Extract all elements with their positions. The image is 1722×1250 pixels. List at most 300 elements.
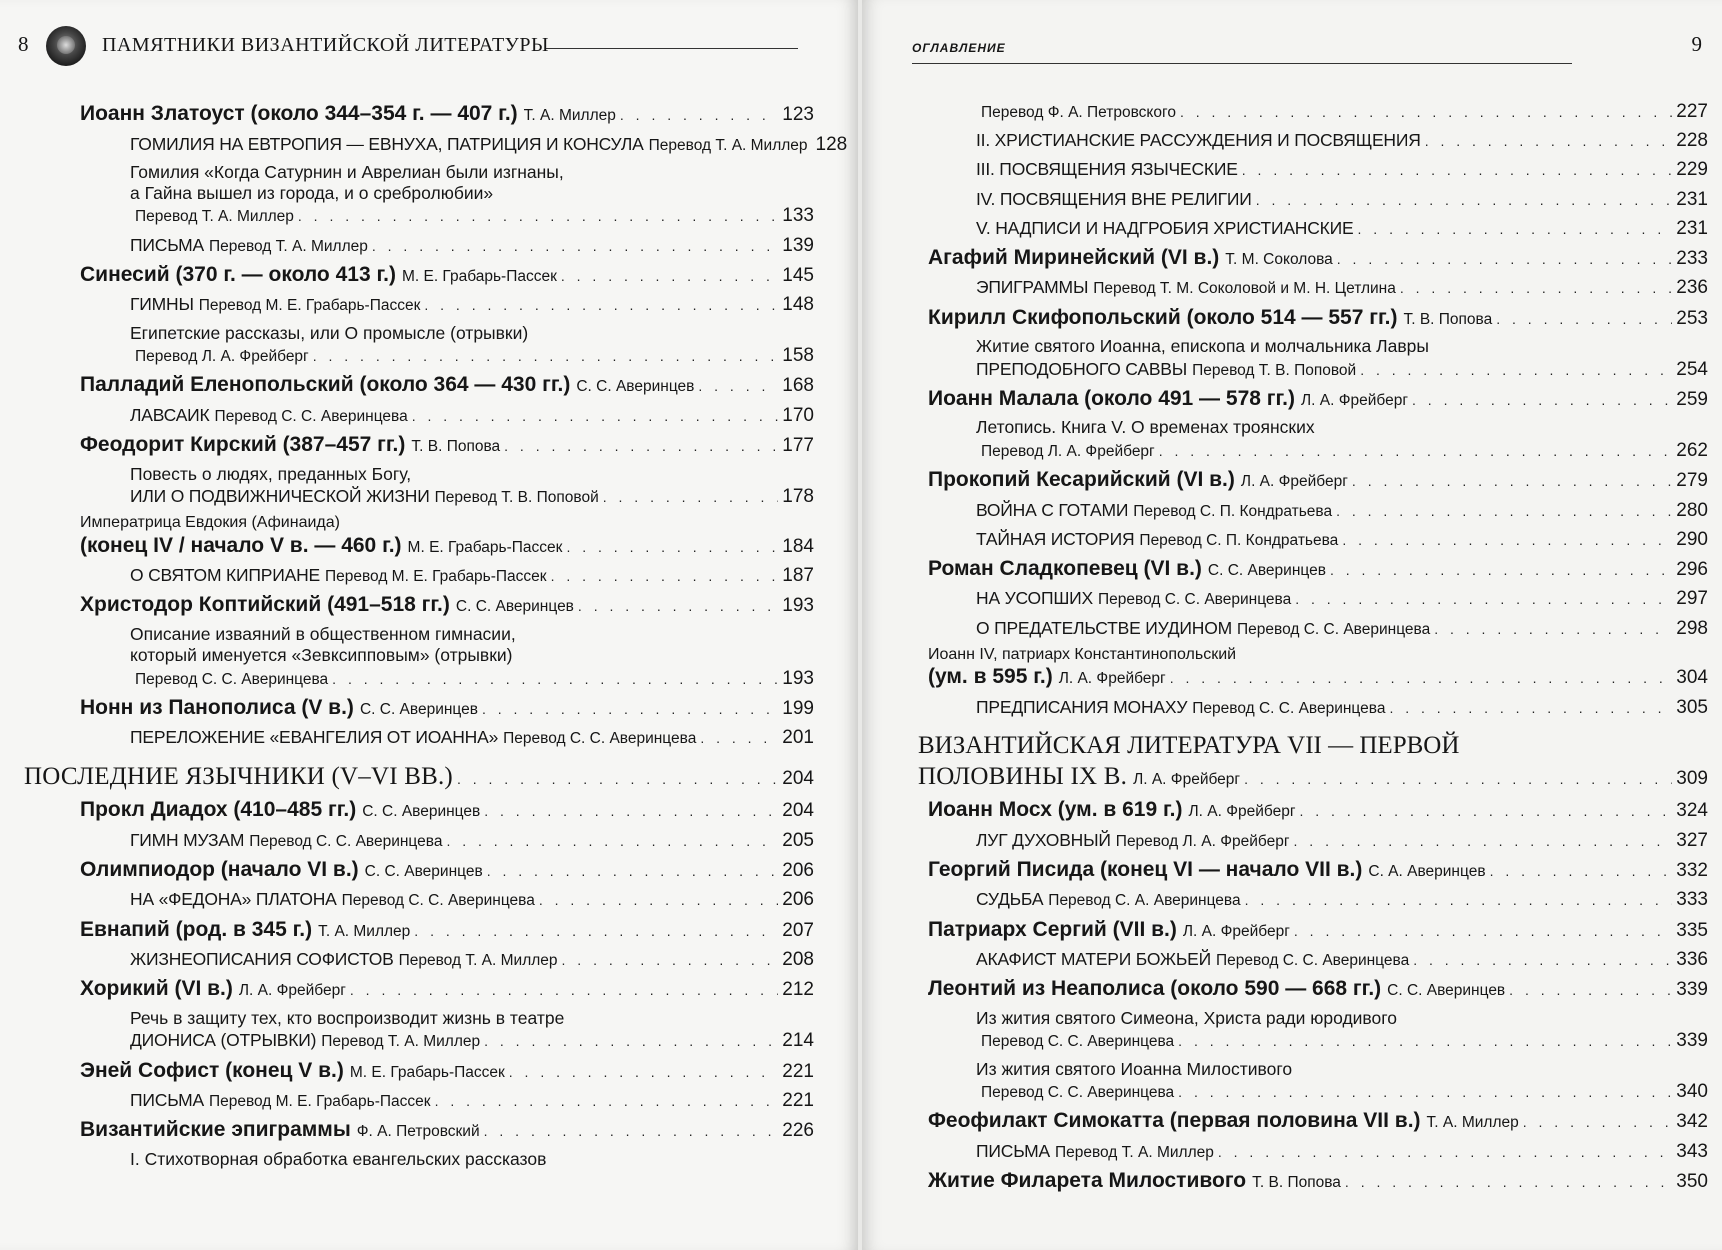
entry-main <box>976 159 1238 181</box>
entry-main <box>130 830 442 852</box>
entry-main <box>928 976 1505 1002</box>
page-ref: 333 <box>1676 889 1708 911</box>
leader-dots <box>1523 1114 1673 1131</box>
entry-title: ПИСЬМА <box>976 1140 1050 1161</box>
toc-author-entry <box>918 556 1708 582</box>
entry-line <box>928 917 1708 943</box>
leader-dots <box>1294 833 1673 850</box>
leader-dots <box>566 539 778 556</box>
page-ref: 201 <box>782 727 814 749</box>
entry-main <box>976 697 1385 719</box>
entry-line <box>130 234 814 257</box>
entry-main <box>976 830 1290 852</box>
entry-title: ПИСЬМА <box>130 234 204 255</box>
page-ref: 170 <box>782 404 814 426</box>
entry-translator: Перевод Т. А. Миллер <box>135 208 294 226</box>
entry-title: ТАЙНАЯ ИСТОРИЯ <box>976 528 1135 549</box>
entry-main <box>928 467 1348 493</box>
leader-dots <box>1294 923 1672 940</box>
entry-translator: Перевод С. П. Кондратьева <box>1133 502 1333 520</box>
emblem-icon <box>46 26 86 66</box>
leader-dots <box>484 1033 778 1050</box>
entry-main <box>928 556 1326 582</box>
page-ref: 133 <box>782 205 814 227</box>
leader-dots <box>504 438 778 455</box>
entry-title-line: Летопись. Книга V. О временах троянских <box>976 417 1315 438</box>
page-ref: 204 <box>782 767 814 789</box>
page-ref: 262 <box>1676 439 1708 461</box>
entry-line <box>928 857 1708 883</box>
entry-main <box>80 857 483 883</box>
entry-title-line: Житие святого Иоанна, епископа и молчальника Лавры <box>976 336 1429 357</box>
toc-work-entry <box>918 217 1708 240</box>
leader-dots <box>435 1093 779 1110</box>
page-ref: 206 <box>782 859 814 881</box>
entry-title: АКАФИСТ МАТЕРИ БОЖЬЕЙ <box>976 949 1212 970</box>
entry-title: ПРЕПОДОБНОГО САВВЫ <box>976 358 1188 379</box>
entry-author-credit: С. С. Аверинцев <box>1387 982 1506 1000</box>
page-ref: 259 <box>1676 388 1708 410</box>
entry-line <box>130 1089 814 1112</box>
page-ref: 177 <box>782 434 814 456</box>
leader-dots <box>1434 621 1672 638</box>
entry-line <box>928 976 1708 1002</box>
entry-line <box>130 948 814 971</box>
page-ref: 193 <box>782 667 814 689</box>
entry-title: Прокопий Кесарийский (VI в.) <box>928 467 1235 491</box>
entry-main <box>918 762 1240 793</box>
leader-dots <box>446 833 778 850</box>
toc-author-entry <box>24 513 814 558</box>
leader-dots <box>372 238 778 255</box>
entry-title-line: Из жития святого Симеона, Христа ради юродивого <box>976 1008 1397 1029</box>
page-ref: 193 <box>782 595 814 617</box>
entry-main <box>976 949 1409 971</box>
entry-translator: Перевод С. П. Кондратьева <box>1139 531 1339 549</box>
entry-author-credit: Л. А. Фрейберг <box>1188 803 1296 821</box>
header-rule <box>912 63 1572 64</box>
entry-line <box>130 888 814 911</box>
entry-title: ПЕРЕЛОЖЕНИЕ «ЕВАНГЕЛИЯ ОТ ИОАННА» <box>130 727 499 748</box>
leader-dots <box>1242 162 1673 179</box>
page-ref: 231 <box>1676 217 1708 239</box>
page-ref: 204 <box>782 800 814 822</box>
leader-dots <box>1295 591 1672 608</box>
entry-main <box>976 1141 1214 1163</box>
leader-dots <box>1400 280 1672 297</box>
toc-section-entry <box>24 762 814 793</box>
entry-translator: Перевод С. С. Аверинцева <box>981 1033 1175 1051</box>
entry-line <box>130 133 848 156</box>
entry-author-credit: Л. А. Фрейберг <box>1301 391 1409 409</box>
entry-translator: Перевод Т. В. Поповой <box>434 488 599 506</box>
running-title: ПАМЯТНИКИ ВИЗАНТИЙСКОЙ ЛИТЕРАТУРЫ <box>102 34 549 56</box>
toc-work-entry <box>24 293 814 316</box>
entry-title: II. ХРИСТИАНСКИЕ РАССУЖДЕНИЯ И ПОСВЯЩЕНИЯ <box>976 130 1421 151</box>
entry-main <box>976 442 1155 462</box>
leader-dots <box>1413 952 1672 969</box>
page-ref: 145 <box>782 264 814 286</box>
entry-line <box>976 948 1708 971</box>
entry-title: Иоанн Мосх (ум. в 619 г.) <box>928 798 1183 822</box>
entry-line <box>80 797 814 823</box>
page-ref: 221 <box>782 1060 814 1082</box>
entry-line <box>928 245 1708 271</box>
entry-title: Феофилакт Симокатта (первая половина VII в.) <box>928 1109 1421 1133</box>
toc-author-entry <box>24 101 814 127</box>
leader-dots <box>578 598 778 615</box>
entry-line <box>80 432 814 458</box>
entry-title: НА «ФЕДОНА» ПЛАТОНА <box>130 889 337 910</box>
entry-line <box>928 556 1708 582</box>
toc-list <box>24 96 848 1170</box>
entry-line <box>976 100 1708 123</box>
entry-main <box>80 592 574 618</box>
leader-dots <box>1358 221 1673 238</box>
toc-author-entry <box>918 797 1708 823</box>
entry-translator: Перевод Т. А. Миллер <box>1054 1143 1214 1161</box>
entry-title: (ум. в 595 г.) <box>928 665 1053 689</box>
page-ref: 342 <box>1676 1111 1708 1133</box>
toc-work-entry <box>918 188 1708 211</box>
entry-main <box>130 889 535 911</box>
entry-line <box>928 1108 1708 1134</box>
right-page <box>862 0 1722 1250</box>
leader-dots <box>1425 133 1673 150</box>
entry-title: ДИОНИСА (ОТРЫВКИ) <box>130 1030 317 1051</box>
entry-main <box>130 207 294 227</box>
page-ref: 309 <box>1676 767 1708 789</box>
toc-author-entry <box>918 976 1708 1002</box>
toc-work-entry <box>24 464 814 509</box>
toc-work-entry <box>24 888 814 911</box>
leader-dots <box>698 378 778 395</box>
entry-line <box>976 188 1708 211</box>
entry-line <box>80 695 814 721</box>
leader-dots <box>561 268 778 285</box>
entry-title: ПИСЬМА <box>130 1090 204 1111</box>
entry-translator: Перевод С. С. Аверинцева <box>341 892 535 910</box>
leader-dots <box>1244 771 1672 788</box>
leader-dots <box>1180 104 1672 121</box>
toc-author-entry <box>24 797 814 823</box>
page-ref: 335 <box>1676 919 1708 941</box>
page-ref: 340 <box>1676 1080 1708 1102</box>
toc-section-entry <box>918 731 1708 792</box>
entry-title: Олимпиодор (начало VI в.) <box>80 857 359 881</box>
toc-work-entry <box>918 617 1708 640</box>
entry-line <box>80 1117 814 1143</box>
entry-title: Нонн из Панополиса (V в.) <box>80 695 354 719</box>
entry-line <box>976 276 1708 299</box>
entry-author-credit: М. Е. Грабарь-Пассек <box>349 1063 505 1081</box>
entry-main <box>130 235 368 257</box>
page-ref: 305 <box>1676 696 1708 718</box>
page-ref: 158 <box>782 344 814 366</box>
entry-translator: Перевод М. Е. Грабарь-Пассек <box>198 297 421 315</box>
toc-author-entry <box>918 857 1708 883</box>
entry-title: Житие Филарета Милостивого <box>928 1168 1247 1192</box>
leader-dots <box>332 671 778 688</box>
toc-work-entry <box>918 1059 1708 1104</box>
leader-dots <box>1345 1174 1672 1191</box>
entry-main <box>130 949 558 971</box>
entry-main <box>130 347 309 367</box>
leader-dots <box>1412 392 1672 409</box>
entry-line <box>976 528 1708 551</box>
entry-line <box>928 797 1708 823</box>
entry-main <box>976 359 1356 381</box>
leader-dots <box>1336 503 1672 520</box>
entry-line <box>976 1080 1708 1103</box>
page-ref: 229 <box>1676 159 1708 181</box>
entry-line <box>976 829 1708 852</box>
page-ref: 205 <box>782 829 814 851</box>
toc-author-entry <box>24 1117 814 1143</box>
leader-dots <box>1352 473 1672 490</box>
toc-work-entry <box>24 234 814 257</box>
entry-main <box>80 976 346 1002</box>
entry-title: Патриарх Сергий (VII в.) <box>928 917 1177 941</box>
leader-dots <box>539 892 778 909</box>
toc-author-entry <box>918 1168 1708 1194</box>
entry-title: Феодорит Кирский (387–457 гг.) <box>80 432 406 456</box>
toc-author-entry <box>918 305 1708 331</box>
entry-main <box>24 762 453 793</box>
entry-title-line: Речь в защиту тех, кто воспроизводит жизнь в театре <box>130 1008 565 1029</box>
entry-line <box>80 372 814 398</box>
header-label: ОГЛАВЛЕНИЕ <box>912 41 1006 55</box>
page-ref: 280 <box>1676 499 1708 521</box>
leader-dots <box>487 863 779 880</box>
toc-author-entry <box>918 245 1708 271</box>
page-ref: 254 <box>1676 358 1708 380</box>
entry-line <box>80 917 814 943</box>
entry-author-credit: Т. А. Миллер <box>318 922 411 940</box>
toc-author-entry <box>24 917 814 943</box>
toc-author-entry <box>918 645 1708 690</box>
leader-dots <box>603 489 779 506</box>
leader-dots <box>313 348 779 365</box>
entry-line <box>80 592 814 618</box>
entry-main <box>976 529 1338 551</box>
entry-author-credit: С. С. Аверинцев <box>362 803 481 821</box>
entry-main <box>130 670 328 690</box>
entry-main <box>976 218 1354 240</box>
page-ref: 350 <box>1676 1170 1708 1192</box>
leader-dots <box>1496 311 1672 328</box>
toc-author-entry <box>918 386 1708 412</box>
leader-dots <box>620 107 778 124</box>
toc-author-entry <box>24 592 814 618</box>
entry-title: ПОЛОВИНЫ IX В. <box>918 762 1128 790</box>
leader-dots <box>1342 532 1672 549</box>
entry-translator: Перевод М. Е. Грабарь-Пассек <box>208 1093 431 1111</box>
entry-translator: Перевод Т. А. Миллер <box>208 237 368 255</box>
entry-line <box>976 696 1708 719</box>
entry-title: Кирилл Скифопольский (около 514 — 557 гг.) <box>928 305 1398 329</box>
entry-title: (конец IV / начало V в. — 460 г.) <box>80 533 402 557</box>
entry-author-credit: Т. А. Миллер <box>523 107 616 124</box>
toc-work-entry <box>918 528 1708 551</box>
page-ref: 212 <box>782 979 814 1001</box>
page-ref: 304 <box>1676 667 1708 689</box>
entry-main <box>80 262 557 288</box>
entry-title: Роман Сладкопевец (VI в.) <box>928 556 1202 580</box>
entry-translator: Перевод Л. А. Фрейберг <box>1115 832 1290 850</box>
entry-title: Хорикий (VI в.) <box>80 977 233 1001</box>
entry-title: Евнапий (род. в 345 г.) <box>80 917 313 941</box>
entry-title: Византийские эпиграммы <box>80 1118 351 1142</box>
leader-dots <box>1245 892 1673 909</box>
page-ref: 208 <box>782 949 814 971</box>
leader-dots <box>700 730 778 747</box>
page-header <box>18 26 798 66</box>
page-ref: 290 <box>1676 528 1708 550</box>
entry-translator: Перевод С. С. Аверинцева <box>135 670 329 688</box>
entry-author-credit: С. С. Аверинцев <box>364 862 483 880</box>
entry-title: СУДЬБА <box>976 889 1044 910</box>
entry-main <box>928 245 1333 271</box>
entry-line <box>976 888 1708 911</box>
header-rule <box>546 48 798 49</box>
leader-dots <box>484 1123 779 1140</box>
entry-title-line: Описание изваяний в общественном гимнасии, <box>130 623 516 644</box>
page-ref: 214 <box>782 1030 814 1052</box>
page-ref: 296 <box>1676 558 1708 580</box>
page-ref: 324 <box>1676 800 1708 822</box>
entry-title: Прокл Диадох (410–485 гг.) <box>80 798 357 822</box>
entry-line <box>976 1029 1708 1052</box>
page-ref: 148 <box>782 294 814 316</box>
toc-work-entry <box>918 587 1708 610</box>
entry-author-credit: Л. А. Фрейберг <box>1182 922 1290 940</box>
page-ref: 339 <box>1676 1030 1708 1052</box>
page-ref: 236 <box>1676 277 1708 299</box>
entry-main <box>976 618 1430 640</box>
toc-work-entry <box>24 323 814 368</box>
entry-title-line: а Гайна вышел из города, и о сребролюбии» <box>130 183 494 204</box>
entry-main <box>130 727 696 749</box>
page-ref: 123 <box>782 104 814 125</box>
leader-dots <box>551 568 779 585</box>
toc-work-entry <box>918 1140 1708 1163</box>
entry-title: НА УСОПШИХ <box>976 588 1094 609</box>
entry-title-line: ВИЗАНТИЙСКАЯ ЛИТЕРАТУРА VII — ПЕРВОЙ <box>918 732 1460 760</box>
entry-line <box>80 101 814 127</box>
entry-title: ГОМИЛИЯ НА ЕВТРОПИЯ — ЕВНУХА, ПАТРИЦИЯ И КОНСУЛА <box>130 133 644 154</box>
entry-main <box>80 372 694 398</box>
entry-title: ГИМН МУЗАМ <box>130 829 245 850</box>
page-ref: 221 <box>782 1090 814 1112</box>
entry-main <box>976 189 1252 211</box>
leader-dots <box>412 408 779 425</box>
entry-main <box>80 1058 505 1084</box>
entry-main <box>130 565 547 587</box>
entry-translator: Перевод С. С. Аверинцева <box>1098 591 1292 609</box>
page-ref: 227 <box>1676 101 1708 122</box>
leader-dots <box>1159 443 1673 460</box>
entry-title-line: Императрица Евдокия (Афинаида) <box>80 514 340 532</box>
leader-dots <box>1178 1033 1672 1050</box>
entry-title: ЭПИГРАММЫ <box>976 277 1089 298</box>
entry-title: ГИМНЫ <box>130 294 194 315</box>
page-ref: 128 <box>815 133 848 155</box>
entry-author-credit: С. С. Аверинцев <box>359 700 478 718</box>
entry-title: Христодор Коптийский (491–518 гг.) <box>80 593 450 617</box>
entry-author-credit: М. Е. Грабарь-Пассек <box>407 538 563 556</box>
entry-line <box>80 976 814 1002</box>
entry-line <box>976 439 1708 462</box>
entry-translator: Перевод Т. В. Поповой <box>1192 361 1357 379</box>
toc-author-entry <box>918 917 1708 943</box>
entry-line <box>80 857 814 883</box>
entry-main <box>130 1030 480 1052</box>
entry-author-credit: Т. В. Попова <box>1252 1173 1341 1191</box>
entry-translator: Перевод Ф. А. Петровского <box>981 104 1176 121</box>
entry-line <box>80 262 814 288</box>
entry-line <box>130 829 814 852</box>
page-ref: 253 <box>1676 307 1708 329</box>
page-ref: 233 <box>1676 247 1708 269</box>
entry-line <box>928 386 1708 412</box>
entry-line <box>80 533 814 559</box>
entry-translator: Перевод С. С. Аверинцева <box>1192 699 1386 717</box>
entry-author-credit: С. С. Аверинцев <box>1207 561 1326 579</box>
page-ref: 231 <box>1676 188 1708 210</box>
entry-title-line: Из жития святого Иоанна Милостивого <box>976 1058 1293 1079</box>
entry-translator: Перевод Л. А. Фрейберг <box>981 442 1155 460</box>
entry-title-line: Египетские рассказы, или О промысле (отрывки) <box>130 322 529 343</box>
entry-title: Эней Софист (конец V в.) <box>80 1058 344 1082</box>
toc-work-entry <box>24 624 814 690</box>
entry-title: Георгий Писида (конец VI — начало VII в.) <box>928 857 1363 881</box>
leader-dots <box>350 982 778 999</box>
toc-work-entry <box>24 1089 814 1112</box>
toc-author-entry <box>24 372 814 398</box>
page-number: 8 <box>18 32 29 56</box>
entry-main <box>130 1090 431 1112</box>
toc-author-entry <box>24 432 814 458</box>
page-ref: 178 <box>782 485 814 507</box>
entry-line <box>130 564 814 587</box>
entry-title: Агафий Миринейский (VI в.) <box>928 245 1220 269</box>
page-ref: 297 <box>1676 588 1708 610</box>
toc-work-entry <box>918 1008 1708 1053</box>
entry-line <box>976 358 1708 381</box>
toc-work-entry <box>918 158 1708 181</box>
toc-author-entry <box>918 1108 1708 1134</box>
entry-main <box>928 1108 1519 1134</box>
entry-line <box>928 664 1708 690</box>
toc-work-entry <box>918 696 1708 719</box>
leader-dots <box>482 701 778 718</box>
entry-title-line: I. Стихотворная обработка евангельских рассказов <box>130 1148 547 1169</box>
entry-author-credit: М. Е. Грабарь-Пассек <box>401 267 557 285</box>
toc-author-entry <box>24 262 814 288</box>
leader-dots <box>509 1064 779 1081</box>
leader-dots <box>298 208 778 225</box>
entry-main <box>976 103 1176 123</box>
entry-line <box>976 158 1708 181</box>
entry-main <box>80 797 480 823</box>
toc-author-entry <box>24 857 814 883</box>
leader-dots <box>1256 192 1673 209</box>
toc-work-entry <box>24 948 814 971</box>
entry-line <box>976 499 1708 522</box>
entry-main <box>928 1168 1341 1194</box>
page-ref: 207 <box>782 919 814 941</box>
